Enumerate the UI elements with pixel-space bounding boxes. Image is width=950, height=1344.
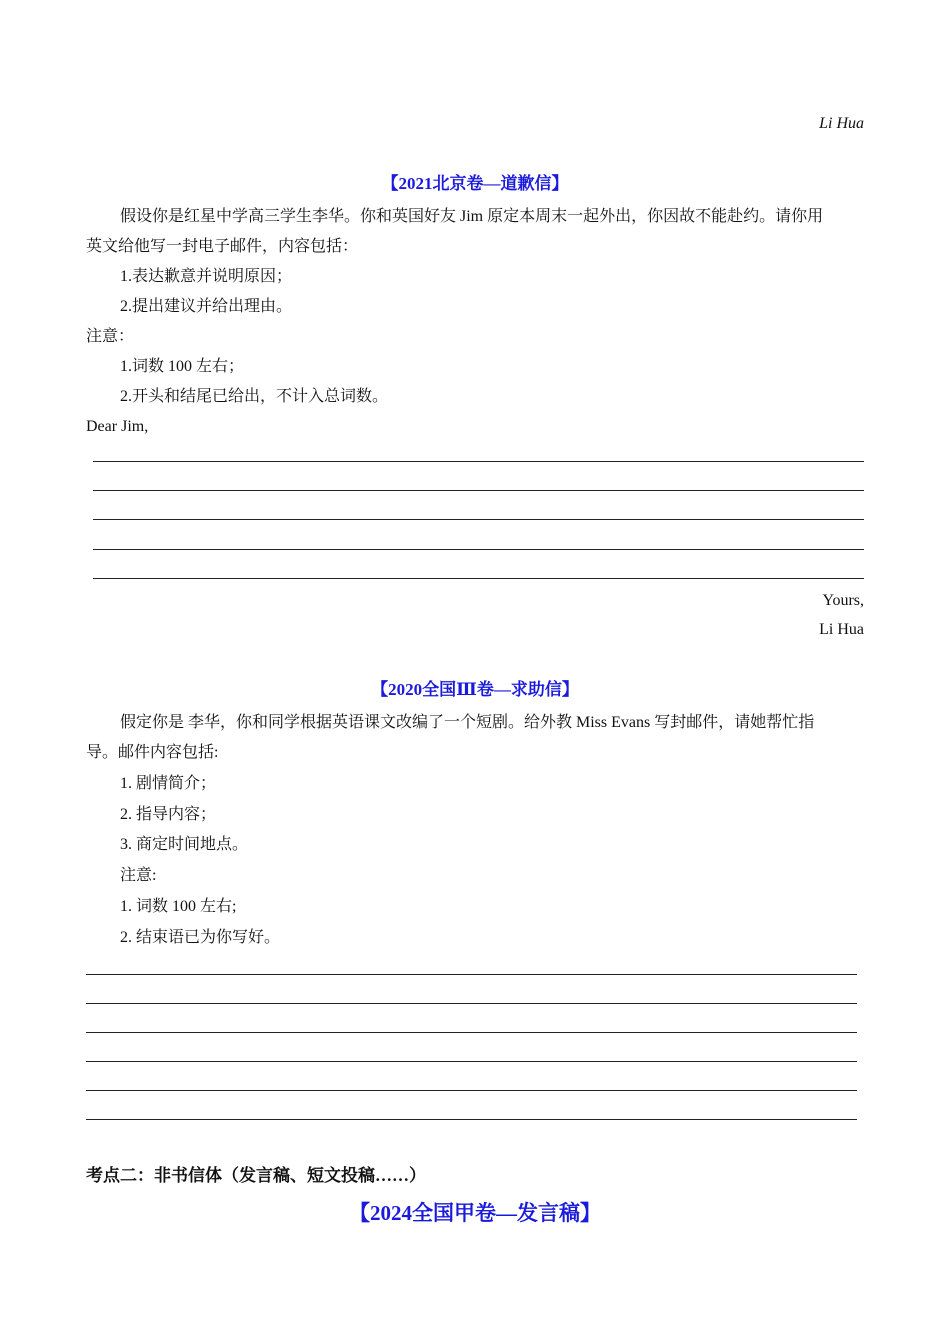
section1-closing: Yours, xyxy=(822,592,864,609)
section2-note-2: 2. 结束语已为你写好。 xyxy=(120,929,281,946)
section1-point-2: 2.提出建议并给出理由。 xyxy=(120,298,293,315)
writing-line[interactable] xyxy=(86,1061,857,1062)
section2-point-3: 3. 商定时间地点。 xyxy=(120,836,249,853)
section3-title: 考点二：非书信体（发言稿、短文投稿……） xyxy=(86,1166,426,1185)
section1-note-label: 注意： xyxy=(86,328,135,345)
section2-point-1: 1. 剧情简介； xyxy=(120,775,217,792)
section2-intro-line2: 导。邮件内容包括: xyxy=(86,744,219,761)
section2-heading: 【2020全国Ⅲ卷—求助信】 xyxy=(371,680,579,699)
section1-intro-line2: 英文给他写一封电子邮件，内容包括： xyxy=(86,238,359,255)
writing-line[interactable] xyxy=(86,1003,857,1004)
section2-point-2: 2. 指导内容； xyxy=(120,806,217,823)
section1-note-1: 1.词数 100 左右； xyxy=(120,358,245,375)
writing-line[interactable] xyxy=(93,578,864,579)
section1-signature: Li Hua xyxy=(819,621,864,638)
section1-note-2: 2.开头和结尾已给出，不计入总词数。 xyxy=(120,388,389,405)
writing-line[interactable] xyxy=(93,549,864,550)
top-signature: Li Hua xyxy=(819,115,864,132)
section2-note-label: 注意: xyxy=(120,867,157,884)
writing-line[interactable] xyxy=(86,1090,857,1091)
section3-heading: 【2024全国甲卷—发言稿】 xyxy=(349,1201,601,1225)
section2-note-1: 1. 词数 100 左右; xyxy=(120,898,237,915)
writing-line[interactable] xyxy=(93,461,864,462)
section1-intro-line1: 假设你是红星中学高三学生李华。你和英国好友 Jim 原定本周末一起外出，你因故不能赴约。请你用 xyxy=(120,208,824,225)
section1-salutation: Dear Jim, xyxy=(86,418,149,435)
section1-heading: 【2021北京卷—道歉信】 xyxy=(381,174,569,193)
writing-line[interactable] xyxy=(93,519,864,520)
writing-line[interactable] xyxy=(86,1119,857,1120)
writing-line[interactable] xyxy=(93,490,864,491)
writing-line[interactable] xyxy=(86,1032,857,1033)
section2-intro-line1: 假定你是 李华，你和同学根据英语课文改编了一个短剧。给外教 Miss Evans 写封邮件，请她帮忙指 xyxy=(120,714,815,731)
writing-line[interactable] xyxy=(86,974,857,975)
section1-point-1: 1.表达歉意并说明原因； xyxy=(120,268,293,285)
